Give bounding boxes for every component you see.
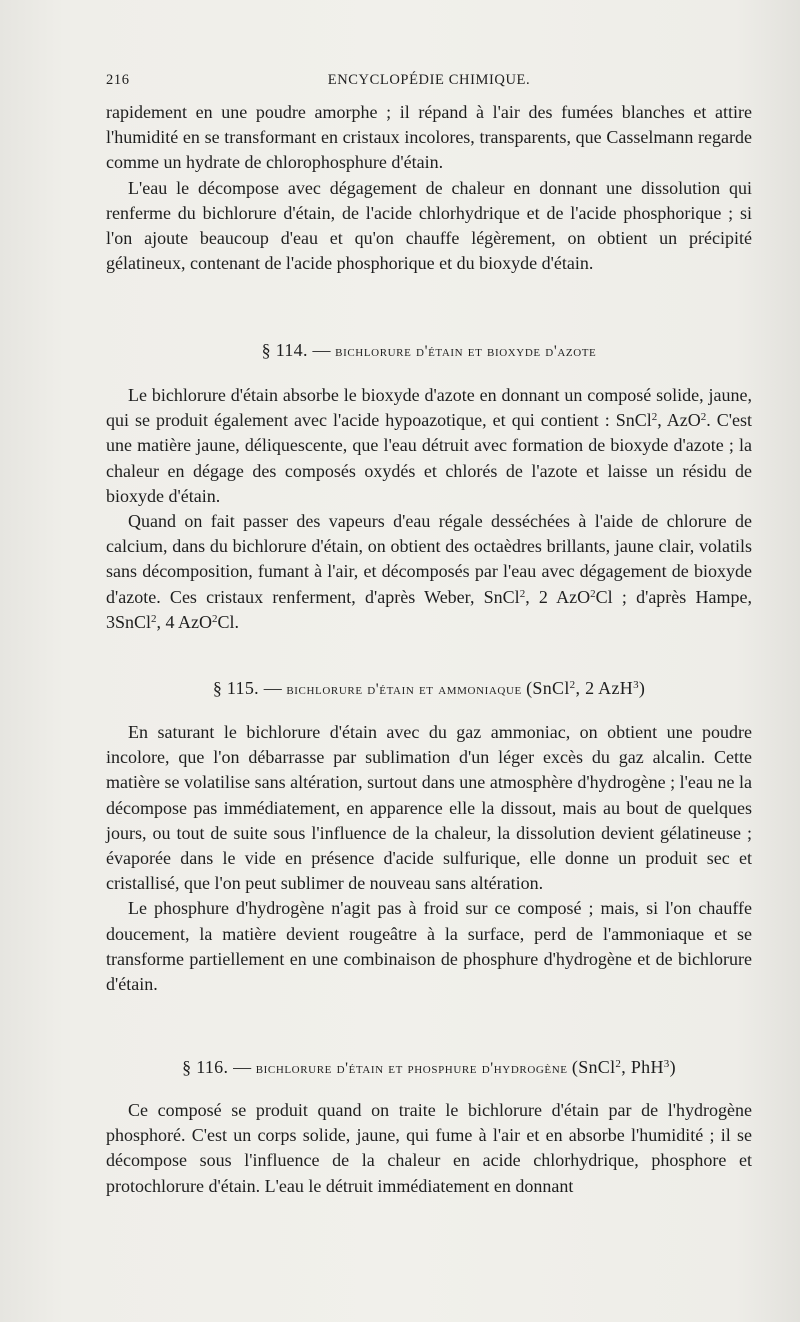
section-title: bichlorure d'étain et phosphure d'hydrogène: [255, 1060, 568, 1077]
section-number: § 115. —: [212, 678, 283, 698]
paragraph: L'eau le décompose avec dégagement de chaleur en donnant une dissolution qui renferme du bichlorure d'étain, de l'acide chlorhydrique et de l'acide phosphorique ; si l'on ajoute beaucoup d'eau et qu'on chauffe légèrement, on obtient un précipité gélatineux, contenant de l'acide phosphorique et du bioxyde d'étain.: [106, 177, 752, 274]
paragraph: En saturant le bichlorure d'étain avec du gaz ammoniac, on obtient une poudre incolore, que l'on débarrasse par sublimation d'un léger excès du gaz alcalin. Cette matière se volatilise sans altération, surtout dans une atmosphère d'hydrogène ; l'eau ne la décompose pas immédiatement, en apparence elle la dissout, mais au bout de quelques jours, ou tout de suite sous l'influence de la chaleur, la dissolution devient gélatineuse ; évaporée dans le vide en présence d'acide sulfurique, elle donne un produit sec et cristallisé, que l'on peut sublimer de nouveau sans altération.: [106, 722, 752, 894]
section-body-116: [106, 1098, 752, 1199]
section-body-114: [106, 383, 752, 635]
section-heading: [106, 1057, 752, 1078]
paragraph: rapidement en une poudre amorphe ; il répand à l'air des fumées blanches et attire l'humidité en se transformant en cristaux incolores, transparents, que Casselmann regarde comme un hydrate de chlorophosphure d'étain.: [106, 102, 752, 173]
paragraph: Ce composé se produit quand on traite le bichlorure d'étain par de l'hydrogène phosphoré. C'est un corps solide, jaune, qui fume à l'air et en absorbe l'humidité ; il se décompose sous l'influence de la chaleur en acide chlorhydrique, phosphore et protochlorure d'étain. L'eau le détruit immédiatement en donnant: [106, 1100, 752, 1196]
running-header: [106, 72, 752, 94]
section-heading: [106, 340, 752, 361]
section-number: § 114. —: [261, 340, 331, 360]
section-title: bichlorure d'étain et ammoniaque: [286, 681, 522, 698]
section-heading-115: [106, 678, 752, 699]
section-heading: [106, 678, 752, 699]
section-heading-114: [106, 340, 752, 361]
paragraph: Le phosphure d'hydrogène n'agit pas à froid sur ce composé ; mais, si l'on chauffe doucement, la matière devient rougeâtre à la surface, perd de l'ammoniaque et se transforme partiellement en une combinaison de phosphure d'hydrogène et de bichlorure d'étain.: [106, 898, 752, 995]
section-title: bichlorure d'étain et bioxyde d'azote: [335, 343, 597, 360]
section-formula: (SnCl$^2$, 2 AzH$^3$): [526, 678, 646, 698]
section-formula: (SnCl$^2$, PhH$^3$): [571, 1057, 676, 1077]
paragraph: Quand on fait passer des vapeurs d'eau régale desséchées à l'aide de chlorure de calcium, dans du bichlorure d'étain, on obtient des octaèdres brillants, jaune clair, volatils sans décomposition, fumant à l'air, et décomposés par l'eau avec dégagement de bioxyde d'azote. Ces cristaux renferment, d'après Weber, SnCl$^2$, 2 AzO$^2$Cl ; d'après Hampe, 3SnCl$^2$, 4 AzO$^2$Cl.: [106, 511, 752, 632]
section-number: § 116. —: [182, 1057, 252, 1077]
running-title: ENCYCLOPÉDIE CHIMIQUE.: [327, 72, 531, 88]
paragraph: Le bichlorure d'étain absorbe le bioxyde d'azote en donnant un composé solide, jaune, qui se produit également avec l'acide hypoazotique, et qui contient : SnCl$^2$, AzO$^2$. C'est une matière jaune, déliquescente, que l'eau détruit avec formation de bioxyde d'azote ; la chaleur en dégage des composés oxydés et chlorés de l'azote et laisse un résidu de bioxyde d'étain.: [106, 385, 753, 506]
section-heading-116: [106, 1057, 752, 1078]
intro-block: [106, 100, 752, 276]
page-number: 216: [106, 72, 130, 88]
section-body-115: [106, 720, 752, 997]
